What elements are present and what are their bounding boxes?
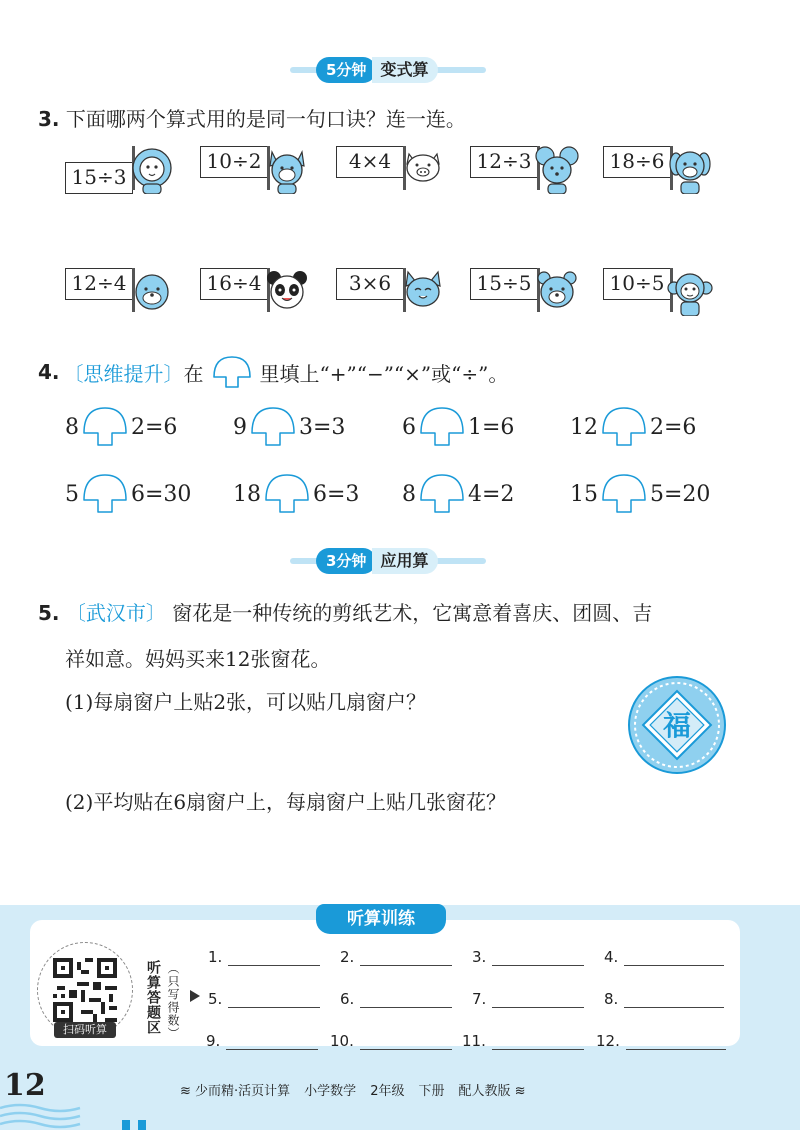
banner-title: 应用算 — [372, 548, 438, 574]
answer-line[interactable] — [492, 1036, 584, 1050]
question-5-tag: 〔武汉市〕 — [65, 601, 166, 625]
answer-number: 9. — [206, 1032, 221, 1050]
expr-card-bottom-5[interactable] — [603, 268, 713, 316]
expr-sign: 16÷4 — [200, 268, 268, 300]
footer-grade: 2年级 — [370, 1084, 405, 1099]
answer-number: 8. — [604, 990, 619, 1008]
footer-volume: 下册 — [418, 1084, 445, 1099]
pig-icon — [400, 146, 446, 194]
dog-icon — [667, 146, 713, 194]
answer-number: 1. — [208, 948, 223, 966]
answer-line[interactable] — [226, 1036, 318, 1050]
question-3-text — [38, 103, 466, 132]
banner-pill — [316, 57, 438, 83]
mushroom-blank[interactable] — [418, 472, 466, 516]
mushroom-blank[interactable] — [249, 405, 297, 449]
question-4-text — [38, 353, 508, 391]
paper-cut-fu-icon — [627, 675, 727, 775]
equation-3 — [402, 405, 514, 449]
arrow-right-icon — [190, 990, 200, 1002]
equation-left: 5 — [65, 481, 79, 507]
expr-card-bottom-2[interactable] — [200, 268, 310, 316]
equation-right: 3=3 — [299, 414, 346, 440]
expr-sign: 4×4 — [336, 146, 404, 178]
question-3-number: 3. — [38, 107, 60, 131]
answer-line[interactable] — [492, 994, 584, 1008]
question-4-text-before: 在 — [183, 361, 204, 386]
expr-sign: 10÷5 — [603, 268, 671, 300]
fu-character: 福 — [662, 709, 692, 742]
footer-book: ≋ 少而精·活页计算 — [180, 1084, 291, 1099]
mushroom-blank[interactable] — [418, 405, 466, 449]
equation-right: 6=3 — [313, 481, 360, 507]
equation-2 — [233, 405, 345, 449]
expr-card-bottom-4[interactable] — [470, 268, 580, 316]
section-banner-variation — [290, 57, 486, 83]
expr-card-top-1[interactable] — [65, 146, 175, 194]
answer-number: 4. — [604, 948, 619, 966]
answer-number: 6. — [340, 990, 355, 1008]
question-4-number: 4. — [38, 360, 60, 384]
answer-slot-10[interactable] — [330, 1032, 452, 1050]
expr-card-bottom-1[interactable] — [65, 268, 175, 316]
mushroom-blank[interactable] — [81, 405, 129, 449]
expr-sign: 12÷3 — [470, 146, 538, 178]
question-5-text-1: 窗花是一种传统的剪纸艺术，它寓意着喜庆、团圆、吉 — [172, 601, 653, 625]
answer-slot-6[interactable] — [340, 990, 452, 1008]
qr-code-icon[interactable] — [53, 958, 117, 1022]
expr-sign: 10÷2 — [200, 146, 268, 178]
banner-title: 变式算 — [372, 57, 438, 83]
equation-6 — [233, 472, 359, 516]
expr-card-top-4[interactable] — [470, 146, 580, 194]
qr-label: 扫码听算 — [54, 1022, 116, 1038]
mushroom-blank[interactable] — [600, 472, 648, 516]
expr-card-top-2[interactable] — [200, 146, 310, 194]
question-4-text-after: 里填上“+”“−”“×”或“÷”。 — [259, 361, 509, 386]
cat-icon — [400, 268, 446, 316]
banner-minutes: 3分钟 — [316, 548, 376, 574]
equation-right: 1=6 — [468, 414, 515, 440]
answer-line[interactable] — [360, 1036, 452, 1050]
expr-sign: 15÷5 — [470, 268, 538, 300]
seal-icon — [129, 268, 175, 316]
question-5-number: 5. — [38, 601, 60, 625]
question-4-tag: 〔思维提升〕 — [63, 361, 184, 386]
answer-line[interactable] — [228, 994, 320, 1008]
equation-5 — [65, 472, 191, 516]
answer-slot-8[interactable] — [604, 990, 724, 1008]
answer-slot-3[interactable] — [472, 948, 584, 966]
equation-right: 5=20 — [650, 481, 711, 507]
answer-line[interactable] — [360, 994, 452, 1008]
panda-icon — [264, 268, 310, 316]
expr-card-bottom-3[interactable] — [336, 268, 446, 316]
equation-4 — [570, 405, 696, 449]
question-5-line-1 — [38, 597, 652, 626]
answer-line[interactable] — [626, 1036, 726, 1050]
equation-left: 8 — [65, 414, 79, 440]
answer-number: 3. — [472, 948, 487, 966]
equation-right: 2=6 — [131, 414, 178, 440]
bear-icon — [534, 268, 580, 316]
question-3-prompt: 下面哪两个算式用的是同一句口诀？连一连。 — [65, 107, 466, 131]
footer-info — [180, 1080, 620, 1099]
question-5-sub-1: (1)每扇窗户上贴2张，可以贴几扇窗户？ — [65, 690, 427, 714]
answer-slot-9[interactable] — [206, 1032, 318, 1050]
expr-sign: 12÷4 — [65, 268, 133, 300]
answer-line[interactable] — [624, 994, 724, 1008]
answer-number: 7. — [472, 990, 487, 1008]
equation-right: 6=30 — [131, 481, 192, 507]
equation-right: 4=2 — [468, 481, 515, 507]
answer-area-note: （只写得数） — [166, 962, 180, 1040]
answer-number: 10. — [330, 1032, 354, 1050]
footer-subject: 小学数学 — [304, 1084, 357, 1099]
mouse-icon — [534, 146, 580, 194]
equation-left: 18 — [233, 481, 261, 507]
answer-number: 11. — [462, 1032, 486, 1050]
mushroom-icon — [210, 353, 254, 391]
answer-slot-12[interactable] — [596, 1032, 726, 1050]
equation-8 — [570, 472, 710, 516]
equation-right: 2=6 — [650, 414, 697, 440]
answer-slot-11[interactable] — [462, 1032, 584, 1050]
answer-slot-7[interactable] — [472, 990, 584, 1008]
expr-sign: 15÷3 — [65, 162, 133, 194]
page-number: 12 — [4, 1068, 46, 1103]
listening-answer-card — [30, 920, 740, 1046]
expr-card-top-3[interactable] — [336, 146, 446, 194]
wave-decoration — [0, 1098, 800, 1130]
answer-line[interactable] — [624, 952, 724, 966]
answer-slot-2[interactable] — [340, 948, 452, 966]
squirrel-icon — [264, 146, 310, 194]
banner-minutes: 5分钟 — [316, 57, 376, 83]
answer-slot-4[interactable] — [604, 948, 724, 966]
question-5-sub-2: (2)平均贴在6扇窗户上，每扇窗户上贴几张窗花？ — [65, 790, 507, 814]
expr-sign: 18÷6 — [603, 146, 671, 178]
banner-pill — [316, 548, 438, 574]
answer-number: 2. — [340, 948, 355, 966]
equation-1 — [65, 405, 177, 449]
answer-line[interactable] — [228, 952, 320, 966]
section-banner-application — [290, 548, 486, 574]
expr-sign: 3×6 — [336, 268, 404, 300]
monkey-icon — [667, 268, 713, 316]
equation-7 — [402, 472, 514, 516]
lion-icon — [129, 146, 175, 194]
answer-number: 5. — [208, 990, 223, 1008]
footer-edition: 配人教版 ≋ — [458, 1084, 526, 1099]
equation-left: 15 — [570, 481, 598, 507]
answer-line[interactable] — [360, 952, 452, 966]
mushroom-blank[interactable] — [263, 472, 311, 516]
question-5-line-2: 祥如意。妈妈买来12张窗花。 — [65, 647, 331, 671]
answer-slot-5[interactable] — [208, 990, 320, 1008]
mushroom-blank[interactable] — [81, 472, 129, 516]
answer-slot-1[interactable] — [208, 948, 320, 966]
equation-left: 8 — [402, 481, 416, 507]
equation-left: 9 — [233, 414, 247, 440]
answer-line[interactable] — [492, 952, 584, 966]
mushroom-blank[interactable] — [600, 405, 648, 449]
answer-number: 12. — [596, 1032, 620, 1050]
listening-title: 听算训练 — [316, 904, 446, 934]
expr-card-top-5[interactable] — [603, 146, 713, 194]
equation-left: 12 — [570, 414, 598, 440]
equation-left: 6 — [402, 414, 416, 440]
answer-area-label: 听算答题区 — [145, 960, 161, 1035]
